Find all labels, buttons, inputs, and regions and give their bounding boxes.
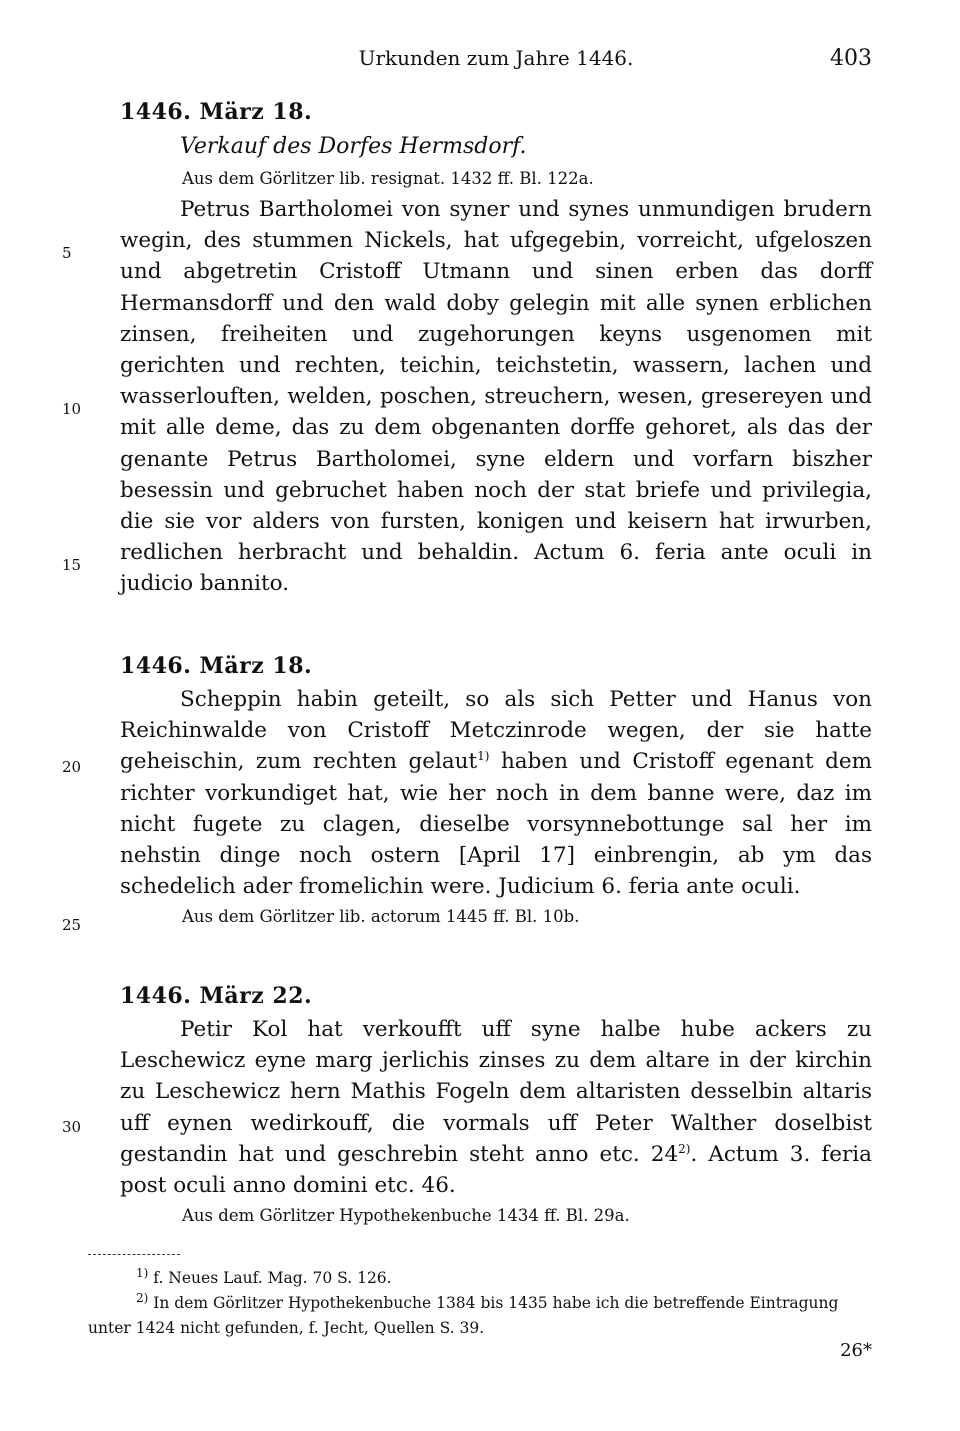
entry-title: Verkauf des Dorfes Hermsdorf. [180, 134, 527, 159]
footnote-ref: 1) [477, 749, 490, 764]
line-number: 10 [62, 400, 82, 418]
running-title: Urkunden zum Jahre 1446. [358, 46, 634, 70]
entry-text: Petrus Bartholomei von syner und synes unmundigen brudern wegin, des stummen Nickels, hat ufgegebin, vorreicht, ufgeloszen und abgetretin Cristoff Utmann und sinen erben das dorff Hermansdorff und den wald doby gelegin mit alle synen erblichen zinsen, freiheiten und zugehorungen keyns usgenomen mit gerichten und rechten, teichin, teichstetin, wassern, lachen und wasserlouften, welden, poschen, streuchern, wesen, gresereyen und mit alle deme, das zu dem obgenanten dorffe gehoret, als das der genante Petrus Bartholomei, syne eldern und vorfarn biszher besessin und gebruchet haben noch der stat briefe und privilegia, die sie vor alders von fursten, konigen und keisern hat irwurben, redlichen herbracht und behaldin. Actum 6. feria ante oculi in judicio bannito. [120, 197, 872, 597]
footnote-ref: 2) [678, 1141, 691, 1156]
entry-text [120, 1014, 872, 1201]
entry-source: Aus dem Görlitzer Hypothekenbuche 1434 ff. Bl. 29a. [182, 1206, 630, 1226]
page-number: 403 [830, 46, 872, 71]
entry-date: 1446. März 18. [120, 99, 313, 125]
footnote-1 [88, 1266, 872, 1291]
footnote-mark: 2) [136, 1290, 149, 1305]
entry-source: Aus dem Görlitzer lib. resignat. 1432 ff. Bl. 122a. [182, 169, 594, 188]
entry-text-part: Petir Kol hat verkoufft uff syne halbe hube ackers zu Leschewicz eyne marg jerlichis zinses zu dem altare in der kirchin zu Leschewicz hern Mathis Fogeln dem altaristen desselbin altaris uff eynen wedirkouff, die vormals uff Peter Walther doselbist gestandin hat und geschrebin steht anno etc. 24 [120, 1017, 872, 1167]
entry-text-part: haben und Cristoff egenant dem richter vorkundiget hat, wie her noch in dem banne were, daz im nicht fugete zu clagen, dieselbe vorsynnebottunge sal her im nehstin dinge noch ostern [April 17] einbrengin, ab ym das schedelich ader fromelichin were. Judicium 6. feria ante oculi. [120, 749, 873, 900]
entry-3 [120, 978, 872, 1231]
footnote-mark: 1) [136, 1265, 149, 1280]
footnote-text: In dem Görlitzer Hypothekenbuche 1384 bis 1435 habe ich die betreffende Eintragung unter 1424 nicht gefunden, f. Jecht, Quellen S. 39. [88, 1294, 839, 1337]
entry-source: Aus dem Görlitzer lib. actorum 1445 ff. Bl. 10b. [182, 907, 580, 927]
line-number: 20 [62, 758, 82, 776]
line-number: 5 [62, 244, 72, 262]
footnote-text: f. Neues Lauf. Mag. 70 S. 126. [153, 1269, 392, 1287]
entry-2 [120, 648, 872, 932]
entry-text-part: Scheppin habin geteilt, so als sich Petter und Hanus von Reichinwalde von Cristoff Metczinrode wegen, der sie hatte geheischin, zum rechten gelaut [120, 687, 872, 775]
footnote-2 [88, 1291, 872, 1341]
line-number: 25 [62, 916, 82, 934]
entry-date: 1446. März 22. [120, 983, 313, 1009]
line-number: 15 [62, 556, 82, 574]
footnote-rule [88, 1254, 180, 1255]
entry-text-part: . Actum 3. feria post oculi anno domini etc. 46. [120, 1141, 872, 1199]
footnotes [88, 1266, 872, 1341]
entry-text [120, 684, 872, 902]
entry-1 [120, 94, 872, 600]
entry-date: 1446. März 18. [120, 653, 313, 679]
signature-mark: 26* [840, 1340, 872, 1361]
line-number: 30 [62, 1118, 82, 1136]
running-head [120, 46, 872, 76]
